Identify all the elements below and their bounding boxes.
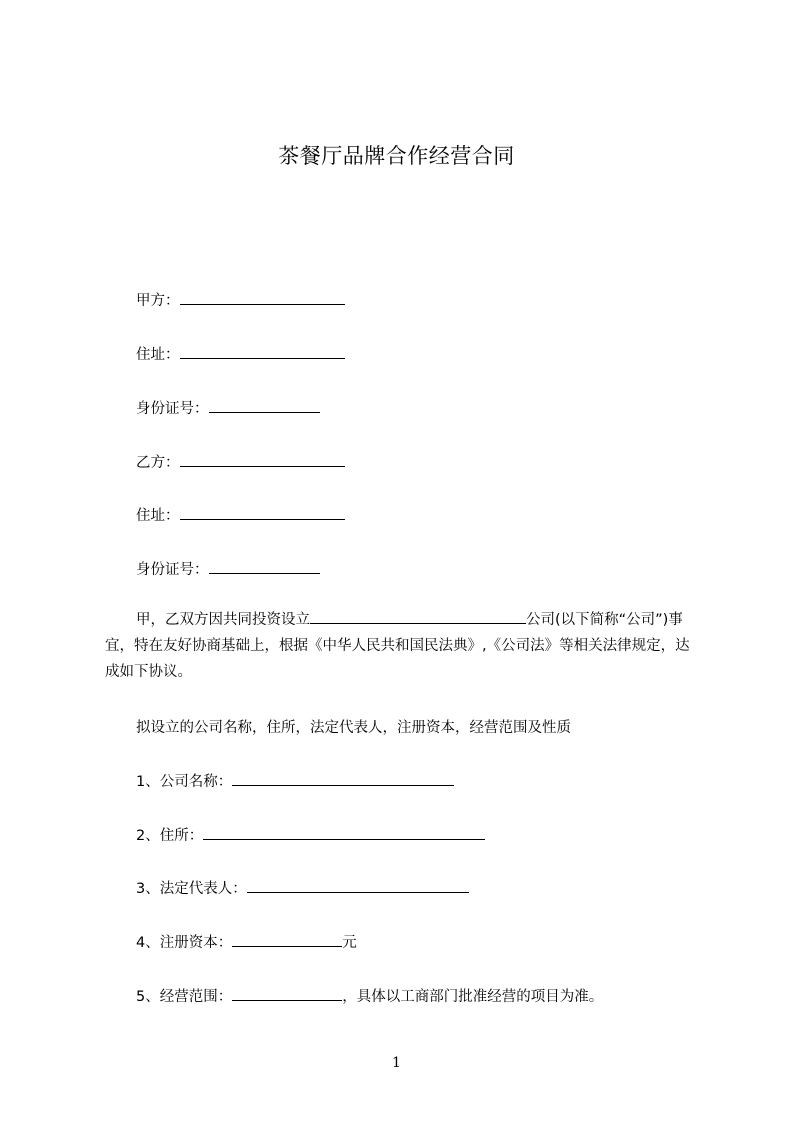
party-a-id-blank[interactable]	[209, 398, 320, 413]
intro-paragraph	[105, 607, 693, 685]
intro-lead: 甲，乙双方因共同投资设立	[136, 612, 310, 628]
party-a-address-blank[interactable]	[180, 344, 345, 359]
party-a-id-field	[136, 398, 320, 419]
item-capital-blank[interactable]	[232, 932, 342, 947]
field-label: 身份证号：	[136, 401, 209, 417]
field-label: 甲方：	[136, 293, 180, 309]
section-heading: 拟设立的公司名称，住所，法定代表人，注册资本，经营范围及性质	[136, 720, 571, 736]
company-name-blank[interactable]	[310, 609, 526, 624]
item-address	[136, 825, 485, 846]
party-b-id-field	[136, 559, 320, 580]
item-scope-blank[interactable]	[232, 986, 342, 1001]
party-b-blank[interactable]	[180, 452, 345, 467]
item-label: 2、住所：	[136, 828, 204, 844]
field-label: 乙方：	[136, 455, 180, 471]
party-b-field	[136, 452, 345, 473]
item-label: 3、法定代表人：	[136, 881, 247, 897]
item-label: 5、经营范围：	[136, 989, 233, 1005]
field-label: 住址：	[136, 508, 180, 524]
intro-tail: 公司(以下简称“公司”)事宜，特在友好协商基础上，根据《中华人民共和国民法典》,《公司法》等相关法律规定，达成如下协议。	[105, 612, 690, 680]
item-label: 4、注册资本：	[136, 935, 233, 951]
party-a-field	[136, 290, 345, 311]
item-business-scope	[136, 986, 603, 1007]
item-legal-rep	[136, 878, 469, 899]
party-b-address-blank[interactable]	[180, 505, 345, 520]
item-registered-capital	[136, 932, 357, 953]
item-suffix: ，具体以工商部门批准经营的项目为准。	[342, 989, 604, 1005]
field-label: 身份证号：	[136, 562, 209, 578]
item-company-name	[136, 771, 454, 792]
item-label: 1、公司名称：	[136, 774, 233, 790]
page-title: 茶餐厅品牌合作经营合同	[278, 144, 515, 168]
field-label: 住址：	[136, 347, 180, 363]
party-b-address-field	[136, 505, 345, 526]
item-legal-rep-blank[interactable]	[247, 878, 469, 893]
page-number: 1	[392, 1055, 401, 1071]
item-address-blank[interactable]	[203, 825, 485, 840]
party-a-address-field	[136, 344, 345, 365]
party-a-blank[interactable]	[180, 290, 345, 305]
party-b-id-blank[interactable]	[209, 559, 320, 574]
item-company-name-blank[interactable]	[232, 771, 454, 786]
item-suffix: 元	[342, 935, 357, 951]
